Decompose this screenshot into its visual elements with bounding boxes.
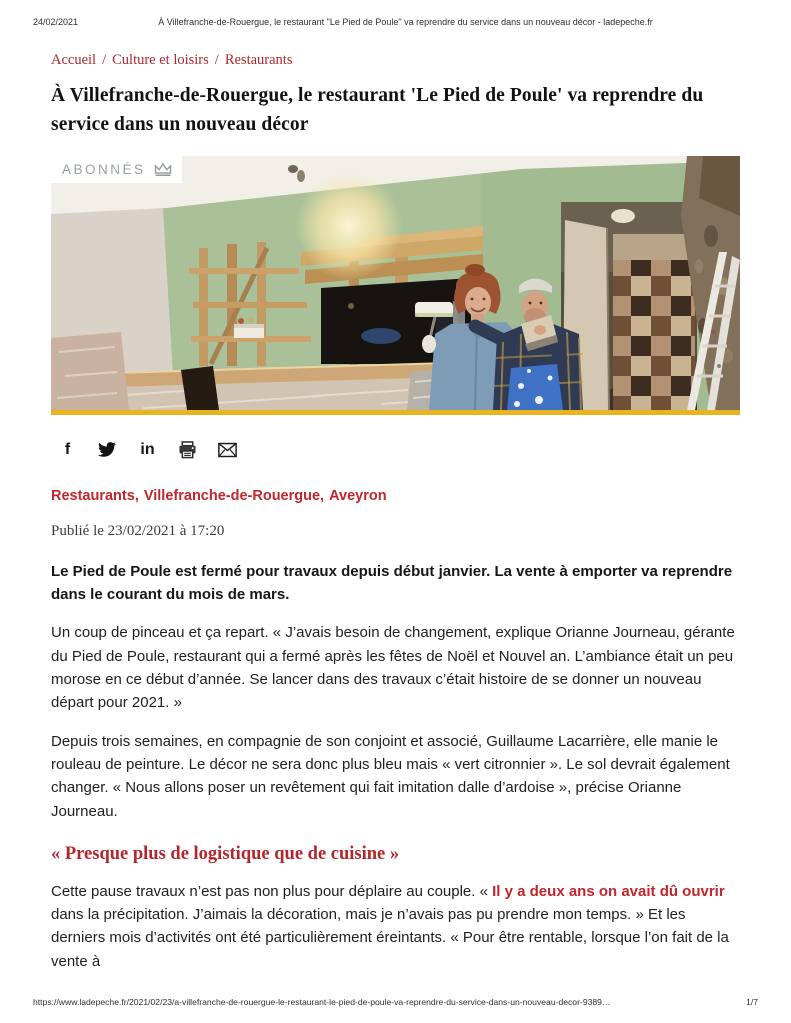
breadcrumb-separator: /	[214, 52, 219, 68]
breadcrumb	[51, 52, 741, 69]
breadcrumb-link-restaurants[interactable]: Restaurants	[224, 52, 293, 68]
print-date: 24/02/2021	[33, 17, 79, 27]
subscribers-badge-label: ABONNÉS	[62, 161, 146, 177]
print-footer-url: https://www.ladepeche.fr/2021/02/23/a-villefranche-de-rouergue-le-restaurant-le-pied-de-poule-va-reprendre-du-service-dans-un-nouveau-decor-9389…	[33, 997, 611, 1007]
article-photo-illustration	[51, 156, 740, 410]
article-paragraph	[51, 880, 741, 973]
breadcrumb-link-accueil[interactable]: Accueil	[51, 52, 97, 68]
facebook-share-button[interactable]	[58, 441, 77, 460]
tag-link-villefranche-de-rouergue[interactable]: Villefranche-de-Rouergue	[143, 487, 321, 504]
print-header	[0, 15, 791, 27]
article-body	[51, 560, 741, 973]
tag-separator: ,	[134, 487, 139, 504]
tag-separator: ,	[320, 487, 325, 504]
print-page-number: 1/7	[746, 997, 758, 1007]
breadcrumb-link-culture-et-loisirs[interactable]: Culture et loisirs	[112, 52, 209, 68]
twitter-icon	[98, 442, 117, 458]
linkedin-icon: in	[140, 441, 155, 459]
linkedin-share-button[interactable]	[138, 441, 157, 460]
article-title: À Villefranche-de-Rouergue, le restaurant 'Le Pied de Poule' va reprendre du service dans un nouveau décor	[51, 85, 704, 135]
print-icon	[178, 441, 197, 459]
email-share-button[interactable]	[218, 441, 237, 460]
article-intro: Le Pied de Poule est fermé pour travaux depuis début janvier. La vente à emporter va reprendre dans le courant du mois de mars.	[51, 562, 733, 604]
article-photo	[51, 156, 740, 415]
paragraph-text: dans la précipitation. J’aimais la décoration, mais je n’avais pas pu prendre mon temps. » Et les derniers mois d’activités ont été particulièrement éreintants. « Pour être rentable, lorsque l’on fait de la vente à	[51, 906, 729, 970]
inline-article-link[interactable]: Il y a deux ans on avait dû ouvrir	[492, 882, 725, 900]
tag-link-aveyron[interactable]: Aveyron	[329, 487, 387, 504]
print-footer	[0, 997, 791, 1007]
published-date: Publié le 23/02/2021 à 17:20	[51, 522, 225, 539]
article-paragraph: Depuis trois semaines, en compagnie de son conjoint et associé, Guillaume Lacarrière, elle manie le rouleau de peinture. Le décor ne sera donc plus bleu mais « vert citronnier ». Le sol devrait également changer. « Nous allons poser un revêtement qui fait imitation dalle d’ardoise », précise Orianne Journeau.	[51, 732, 730, 820]
crown-icon	[154, 163, 172, 176]
email-icon	[218, 442, 237, 458]
print-document-title: À Villefranche-de-Rouergue, le restaurant "Le Pied de Poule" va reprendre du service dans un nouveau décor - ladepeche.fr	[158, 17, 653, 27]
twitter-share-button[interactable]	[98, 441, 117, 460]
breadcrumb-separator: /	[102, 52, 107, 68]
article-subheading: « Presque plus de logistique que de cuisine »	[51, 843, 400, 864]
tag-link-restaurants[interactable]: Restaurants	[51, 487, 135, 504]
article-content	[51, 46, 741, 973]
print-button[interactable]	[178, 441, 197, 460]
subscribers-badge	[51, 156, 182, 183]
social-share-row	[51, 441, 741, 460]
photo-accent-bar	[51, 410, 740, 415]
article-tags	[51, 488, 741, 504]
facebook-icon: f	[64, 441, 71, 459]
article-paragraph: Un coup de pinceau et ça repart. « J’avais besoin de changement, explique Orianne Journeau, gérante du Pied de Poule, restaurant qui a fermé après les fêtes de Noël et Nouvel an. L’ambiance était un peu morose en ce début d’année. Se lancer dans des travaux c’était histoire de se donner un nouveau départ pour 2021. »	[51, 624, 735, 712]
paragraph-text: Cette pause travaux n’est pas non plus pour déplaire au couple. «	[51, 882, 493, 900]
